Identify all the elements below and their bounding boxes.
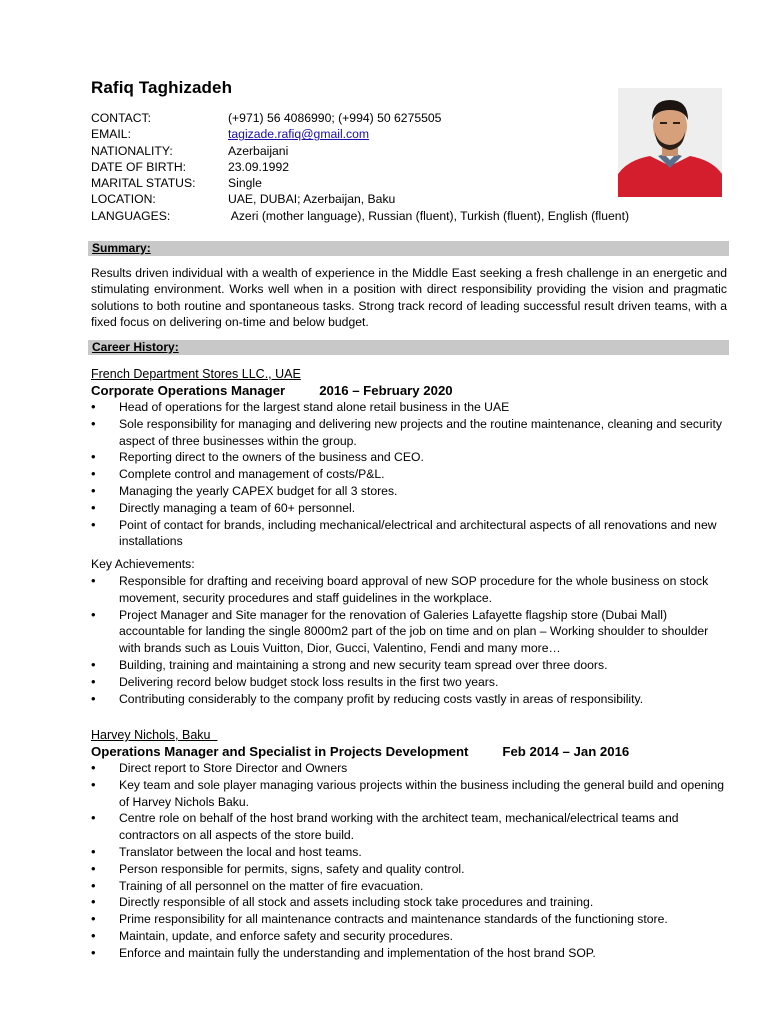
contact-label: CONTACT: [91,111,152,125]
nationality-value: Azerbaijani [228,143,289,158]
contact-value: (+971) 56 4086990; (+994) 50 6275505 [228,111,442,125]
responsibility-list [91,760,727,962]
list-item: • Key team and sole player managing various projects within the business including the general build and opening of Harvey Nichols Baku. [91,777,727,811]
email-label: EMAIL: [91,127,131,142]
job-title: Operations Manager and Specialist in Projects Development [91,744,469,759]
contact-details [91,110,629,224]
nationality-label: NATIONALITY: [91,143,173,158]
list-item: • Person responsible for permits, signs, safety and quality control. [91,861,727,878]
job-title: Corporate Operations Manager [91,383,286,398]
contact-row [91,110,629,126]
marital-value: Single [228,176,262,191]
list-item: • Managing the yearly CAPEX budget for all 3 stores. [91,483,727,500]
list-item: • Head of operations for the largest stand alone retail business in the UAE [91,399,727,416]
list-item: • Reporting direct to the owners of the business and CEO. [91,449,727,466]
list-item: • Directly managing a team of 60+ personnel. [91,500,727,517]
candidate-name: Rafiq Taghizadeh [91,78,233,97]
summary-heading-bar [88,241,729,256]
languages-row [91,208,629,224]
list-item: • Prime responsibility for all maintenance contracts and maintenance standards of the functioning store. [91,911,727,928]
job-dates: Feb 2014 – Jan 2016 [502,744,630,759]
list-item: • Direct report to Store Director and Owners [91,760,727,777]
list-item: • Maintain, update, and enforce safety and security procedures. [91,928,727,945]
job-title-line [91,382,727,399]
location-label: LOCATION: [91,192,156,207]
job-entry [91,366,727,707]
profile-photo [618,88,722,197]
location-row [91,191,629,207]
dob-row [91,159,629,175]
nationality-row [91,143,629,159]
company-name: Harvey Nichols, Baku [91,728,218,742]
dob-value: 23.09.1992 [228,159,289,174]
list-item: • Translator between the local and host teams. [91,844,727,861]
job-entry [91,727,727,962]
languages-label: LANGUAGES: [91,208,171,223]
list-item: • Sole responsibility for managing and delivering new projects and the routine maintenance, cleaning and security aspect of three businesses within the group. [91,416,727,450]
list-item: • Complete control and management of costs/P&L. [91,466,727,483]
marital-row [91,175,629,191]
languages-value: Azeri (mother language), Russian (fluent), Turkish (fluent), English (fluent) [228,208,630,223]
key-achievements-label: Key Achievements: [91,557,195,572]
list-item: • Contributing considerably to the company profit by reducing costs vastly in areas of responsibility. [91,691,727,708]
summary-text: Results driven individual with a wealth of experience in the Middle East seeking a fresh challenge in an energetic and stimulating environment. Works well when in a position with direct responsibility providing the vision and pragmatic solutions to both routine and spontaneous tasks. Strong track record of leading successful result driven teams, with a fixed focus on delivering on-time and below budget. [91,266,727,330]
list-item: • Responsible for drafting and receiving board approval of new SOP procedure for the whole business on stock movement, security procedures and staff guidelines in the workplace. [91,573,727,607]
achievement-list [91,573,727,707]
list-item: • Project Manager and Site manager for the renovation of Galeries Lafayette flagship store (Dubai Mall) accountable for landing the single 8000m2 part of the job on time and on plan – Working shoulder to shoulder with brands such as Louis Vuitton, Dior, Gucci, Valentino, Fendi and many more… [91,607,727,657]
list-item: • Training of all personnel on the matter of fire evacuation. [91,878,727,895]
list-item: • Centre role on behalf of the host brand working with the architect team, mechanical/electrical teams and contractors on all aspects of the store build. [91,810,727,844]
list-item: • Point of contact for brands, including mechanical/electrical and architectural aspects of all renovations and new installations [91,517,727,551]
list-item: • Delivering record below budget stock loss results in the first two years. [91,674,727,691]
marital-label: MARITAL STATUS: [91,176,196,191]
summary-heading: Summary: [92,241,151,255]
job-title-line [91,743,727,760]
list-item: • Building, training and maintaining a strong and new security team spread over three doors. [91,657,727,674]
email-row [91,126,629,142]
list-item: • Directly responsible of all stock and assets including stock take procedures and training. [91,894,727,911]
company-name: French Department Stores LLC., UAE [91,367,301,381]
career-heading-bar [88,340,729,355]
dob-label: DATE OF BIRTH: [91,159,187,174]
person-photo-icon [618,88,722,197]
career-heading: Career History: [92,340,179,354]
job-dates: 2016 – February 2020 [319,383,453,398]
list-item: • Enforce and maintain fully the understanding and implementation of the host brand SOP. [91,945,727,962]
responsibility-list [91,399,727,550]
location-value: UAE, DUBAI; Azerbaijan, Baku [228,192,396,207]
email-link[interactable]: tagizade.rafiq@gmail.com [228,127,370,142]
